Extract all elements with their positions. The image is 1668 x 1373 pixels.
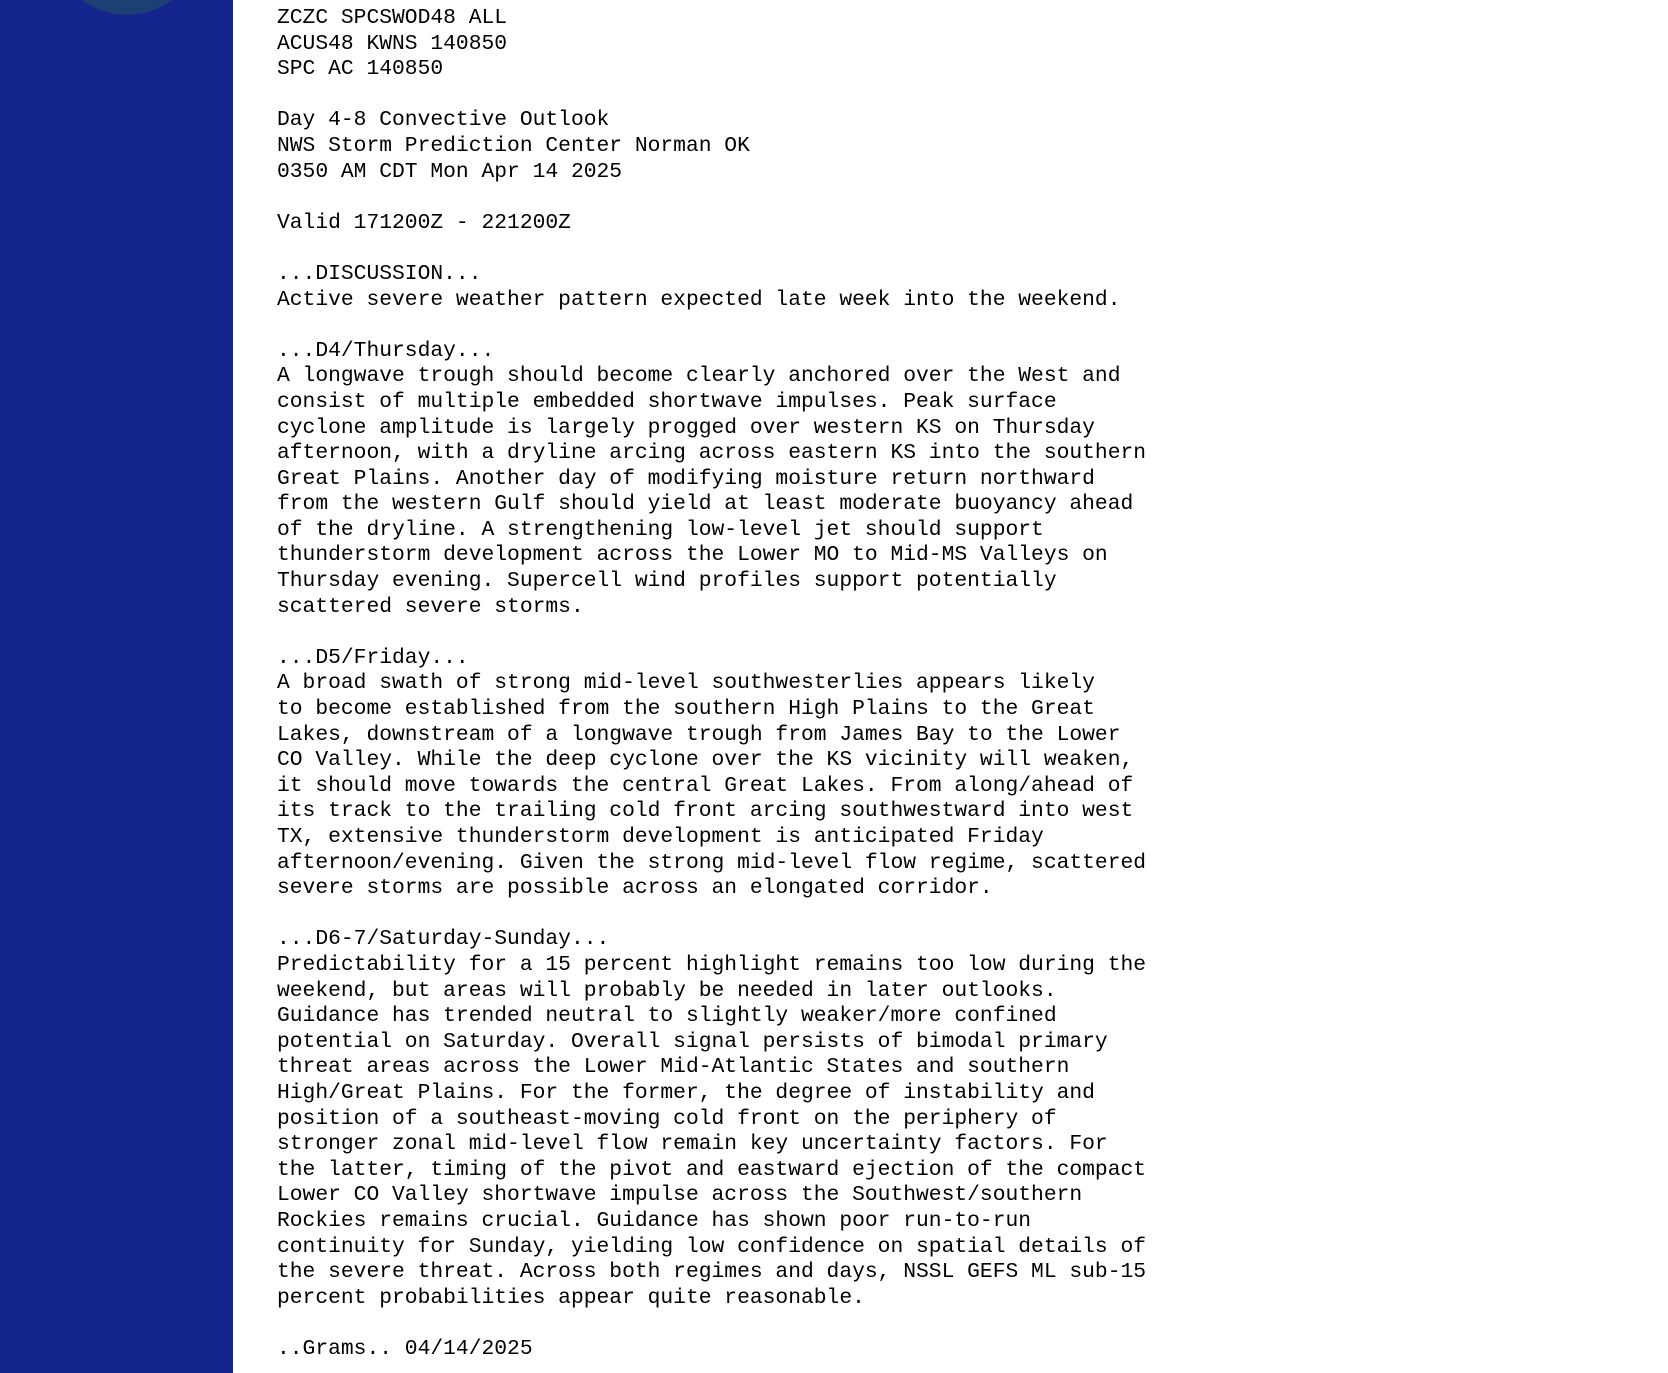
text-line: SPC AC 140850 [277, 57, 444, 82]
text-line: cyclone amplitude is largely progged over western KS on Thursday [277, 415, 1095, 440]
text-line: 0350 AM CDT Mon Apr 14 2025 [277, 159, 623, 184]
text-line: A longwave trough should become clearly anchored over the West and [277, 364, 1121, 389]
text-line: Day 4-8 Convective Outlook [277, 108, 610, 133]
text-line: Predictability for a 15 percent highlight remains too low during the [277, 952, 1147, 977]
text-line: the latter, timing of the pivot and eastward ejection of the compact [277, 1157, 1147, 1182]
text-line: potential on Saturday. Overall signal persists of bimodal primary [277, 1029, 1108, 1054]
outlook-product-text [277, 6, 1617, 1362]
text-line: thunderstorm development across the Lower MO to Mid-MS Valleys on [277, 543, 1108, 568]
text-line: Lakes, downstream of a longwave trough from James Bay to the Lower [277, 722, 1121, 747]
logo-icon[interactable] [52, 0, 202, 15]
sidebar [0, 0, 233, 1373]
text-line: position of a southeast-moving cold front on the periphery of [277, 1106, 1057, 1131]
text-line: Lower CO Valley shortwave impulse across the Southwest/southern [277, 1183, 1083, 1208]
text-line: afternoon, with a dryline arcing across eastern KS into the southern [277, 441, 1147, 466]
text-line: ZCZC SPCSWOD48 ALL [277, 6, 508, 30]
text-line: A broad swath of strong mid-level southwesterlies appears likely [277, 671, 1095, 696]
text-line: ...D5/Friday... [277, 645, 469, 670]
text-line: continuity for Sunday, yielding low confidence on spatial details of [277, 1234, 1147, 1259]
text-line: percent probabilities appear quite reasonable. [277, 1285, 865, 1310]
text-line: ...DISCUSSION... [277, 261, 482, 286]
text-line: Active severe weather pattern expected late week into the weekend. [277, 287, 1121, 312]
text-line: ...D6-7/Saturday-Sunday... [277, 927, 610, 952]
text-line: TX, extensive thunderstorm development is anticipated Friday [277, 825, 1044, 849]
text-line: CO Valley. While the deep cyclone over the KS vicinity will weaken, [277, 748, 1134, 773]
text-line: High/Great Plains. For the former, the degree of instability and [277, 1080, 1095, 1105]
text-line: stronger zonal mid-level flow remain key uncertainty factors. For [277, 1132, 1108, 1157]
text-line: of the dryline. A strengthening low-level jet should support [277, 517, 1044, 542]
text-line: weekend, but areas will probably be needed in later outlooks. [277, 978, 1057, 1003]
text-line: Great Plains. Another day of modifying moisture return northward [277, 466, 1095, 491]
text-line: ACUS48 KWNS 140850 [277, 31, 508, 56]
text-line: its track to the trailing cold front arcing southwestward into west [277, 799, 1134, 824]
text-line: Rockies remains crucial. Guidance has shown poor run-to-run [277, 1208, 1032, 1233]
text-line: from the western Gulf should yield at least moderate buoyancy ahead [277, 492, 1134, 517]
text-line: scattered severe storms. [277, 594, 584, 619]
text-line: the severe threat. Across both regimes and days, NSSL GEFS ML sub-15 [277, 1260, 1147, 1285]
text-line: NWS Storm Prediction Center Norman OK [277, 133, 750, 158]
text-line: consist of multiple embedded shortwave impulses. Peak surface [277, 389, 1057, 414]
text-line: severe storms are possible across an elongated corridor. [277, 876, 993, 901]
text-line: afternoon/evening. Given the strong mid-level flow regime, scattered [277, 850, 1147, 875]
text-line: it should move towards the central Great Lakes. From along/ahead of [277, 773, 1134, 798]
text-line: ..Grams.. 04/14/2025 [277, 1336, 533, 1361]
product-content [277, 6, 1617, 1362]
text-line: to become established from the southern High Plains to the Great [277, 697, 1095, 722]
text-line: Thursday evening. Supercell wind profiles support potentially [277, 569, 1057, 594]
text-line: Valid 171200Z - 221200Z [277, 210, 571, 235]
text-line: Guidance has trended neutral to slightly weaker/more confined [277, 1004, 1057, 1029]
text-line: ...D4/Thursday... [277, 338, 495, 363]
text-line: threat areas across the Lower Mid-Atlantic States and southern [277, 1055, 1070, 1080]
